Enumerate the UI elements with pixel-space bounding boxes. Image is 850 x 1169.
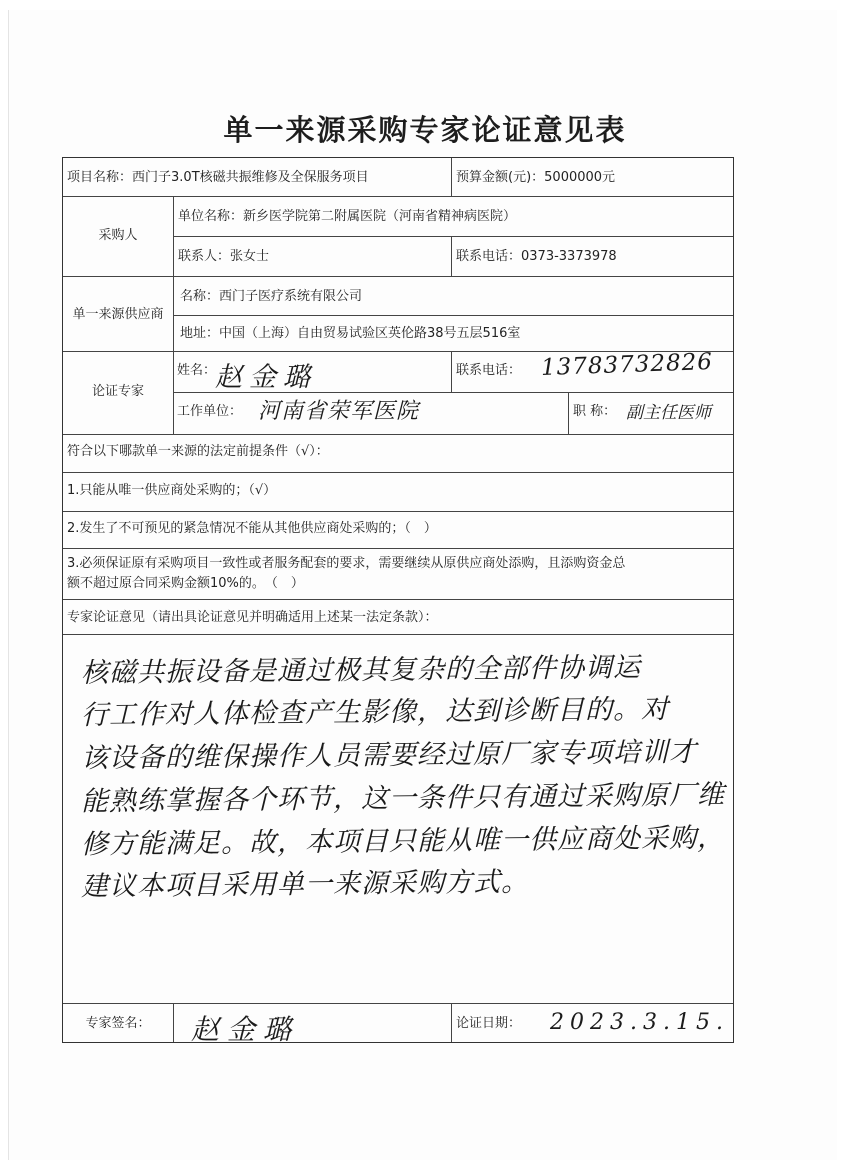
supplier-label: 单一来源供应商: [72, 307, 164, 322]
row-divider: [63, 511, 733, 512]
row-divider: [173, 236, 733, 237]
column-divider: [173, 1003, 174, 1042]
opinion-line: 核磁共振设备是通过极其复杂的全部件协调运: [80, 652, 642, 689]
supplier-address: [180, 326, 520, 342]
expert-name-handwritten: 赵金璐: [215, 362, 317, 393]
project-name: [67, 170, 369, 186]
expert-work-label: 工作单位：: [177, 404, 243, 419]
row-divider: [173, 315, 733, 316]
supplier-name-value: 西门子医疗系统有限公司: [219, 289, 363, 304]
row-divider: [63, 1003, 733, 1004]
conditions-heading: 符合以下哪款单一来源的法定前提条件（√）：: [67, 444, 329, 459]
purchaser-unit-label: 单位名称：: [178, 209, 244, 224]
supplier-address-value: 中国（上海）自由贸易试验区英伦路38号五层516室: [219, 326, 521, 341]
purchaser-contact: [178, 249, 269, 265]
opinion-heading: 专家论证意见（请出具论证意见并明确适用上述某一法定条款）：: [67, 610, 438, 625]
expert-title-handwritten: 副主任医师: [626, 403, 711, 423]
condition-item-2: 2.发生了不可预见的紧急情况不能从其他供应商处采购的；（ ）: [67, 521, 437, 536]
column-divider: [451, 351, 452, 392]
condition-item-1: 1.只能从唯一供应商处采购的；（√）: [67, 483, 277, 498]
opinion-line: 该设备的维保操作人员需要经过原厂家专项培训才: [80, 736, 698, 775]
column-divider: [568, 392, 569, 434]
supplier-address-label: 地址：: [180, 326, 220, 341]
condition-item-3-line-2: 额不超过原合同采购金额10%的。 （ ）: [67, 576, 304, 591]
date-label: 论证日期：: [456, 1016, 522, 1031]
supplier-name-label: 名称：: [180, 289, 220, 304]
purchaser-phone-value: 0373-3373978: [521, 249, 617, 264]
purchaser-unit-value: 新乡医学院第二附属医院（河南省精神病医院）: [243, 209, 517, 224]
column-divider: [451, 158, 452, 196]
expert-work-handwritten: 河南省荣军医院: [258, 399, 420, 424]
row-divider: [63, 196, 733, 197]
purchaser-label: 采购人: [98, 228, 138, 243]
budget-label: 预算金额(元)：: [456, 170, 545, 185]
form-table: [62, 157, 734, 1046]
purchaser-contact-label: 联系人：: [178, 249, 231, 264]
expert-label: 论证专家: [91, 384, 144, 399]
purchaser-contact-value: 张女士: [230, 249, 270, 264]
purchaser-unit: [178, 209, 516, 225]
page-title: 单一来源采购专家论证意见表: [223, 113, 627, 147]
expert-phone-label: 联系电话：: [456, 363, 522, 378]
signature-label: 专家签名：: [85, 1016, 151, 1031]
expert-phone-handwritten: 13783732826: [540, 349, 714, 381]
supplier-name: [180, 289, 362, 305]
budget-value: 5000000元: [544, 170, 616, 185]
column-divider: [173, 196, 174, 434]
row-divider: [63, 434, 733, 435]
opinion-line: 能熟练掌握各个环节，这一条件只有通过采购原厂维: [80, 779, 726, 818]
expert-name-label: 姓名：: [177, 363, 217, 378]
purchaser-phone: [456, 249, 617, 265]
row-divider: [63, 548, 733, 549]
expert-title-label: 职 称：: [573, 404, 617, 419]
budget: [456, 170, 615, 186]
project-name-label: 项目名称：: [67, 170, 133, 185]
opinion-line: 修方能满足。故，本项目只能从唯一供应商处采购，: [80, 822, 726, 861]
purchaser-phone-label: 联系电话：: [456, 249, 522, 264]
row-divider: [63, 276, 733, 277]
column-divider: [451, 236, 452, 276]
row-divider: [63, 634, 733, 635]
column-divider: [451, 1003, 452, 1042]
row-divider: [63, 599, 733, 600]
row-divider: [63, 472, 733, 473]
signature-handwritten: 赵金璐: [191, 1013, 300, 1046]
date-handwritten: 2023.3.15.: [550, 1010, 729, 1035]
opinion-line: 行工作对人体检查产生影像，达到诊断目的。对: [80, 693, 670, 732]
project-name-value: 西门子3.0T核磁共振维修及全保服务项目: [132, 170, 369, 185]
opinion-line: 建议本项目采用单一来源采购方式。: [80, 866, 530, 903]
condition-item-3-line-1: 3.必须保证原有采购项目一致性或者服务配套的要求，需要继续从原供应商处添购，且添购资金总: [67, 556, 626, 571]
